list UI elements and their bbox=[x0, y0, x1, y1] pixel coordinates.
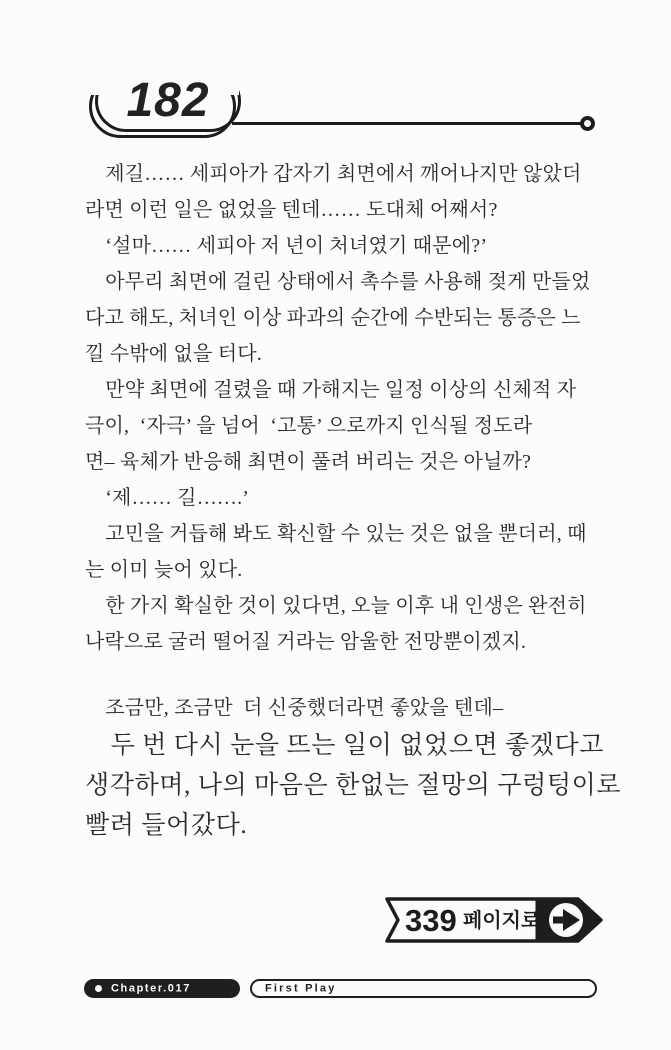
text-line: 는 이미 늦어 있다. bbox=[85, 559, 243, 581]
text-line: 라면 이런 일은 없었을 텐데…… 도대체 어째서? bbox=[85, 199, 498, 221]
ring-icon bbox=[580, 116, 595, 131]
page-number-badge bbox=[95, 70, 241, 132]
play-badge bbox=[250, 979, 597, 998]
text-line: ‘제…… 길…….’ bbox=[85, 487, 250, 509]
text-line: ‘설마…… 세피아 저 년이 처녀였기 때문에?’ bbox=[85, 235, 488, 257]
text-line: 다고 해도, 처녀인 이상 파과의 순간에 수반되는 통증은 느 bbox=[85, 307, 581, 329]
goto-page-sign-graphic bbox=[384, 896, 604, 944]
text-line: 나락으로 굴러 떨어질 거라는 암울한 전망뿐이겠지. bbox=[85, 631, 527, 653]
text-line: 고민을 거듭해 봐도 확신할 수 있는 것은 없을 뿐더러, 때 bbox=[85, 523, 587, 545]
header-rule bbox=[232, 122, 584, 125]
chapter-label: Chapter.017 bbox=[111, 982, 191, 994]
text-line: 낄 수밖에 없을 터다. bbox=[85, 343, 262, 365]
text-line: 면– 육체가 반응해 최면이 풀려 버리는 것은 아닐까? bbox=[85, 451, 532, 473]
chapter-badge bbox=[84, 979, 240, 998]
page-number: 182 bbox=[126, 73, 210, 127]
goto-page-label: 페이지로 bbox=[463, 910, 541, 932]
play-label: First Play bbox=[265, 982, 337, 994]
text-line: 제길…… 세피아가 갑자기 최면에서 깨어나지만 않았더 bbox=[85, 163, 582, 185]
goto-page-sign[interactable] bbox=[384, 896, 604, 944]
text-line: 만약 최면에 걸렸을 때 가해지는 일정 이상의 신체적 자 bbox=[85, 379, 577, 401]
body-text bbox=[85, 156, 645, 846]
goto-page-number: 339 bbox=[405, 903, 457, 938]
text-line: 생각하며, 나의 마음은 한없는 절망의 구렁텅이로 bbox=[85, 772, 622, 799]
text-line: 두 번 다시 눈을 뜨는 일이 없었으면 좋겠다고 bbox=[85, 732, 605, 759]
text-line: 아무리 최면에 걸린 상태에서 촉수를 사용해 젖게 만들었 bbox=[85, 271, 591, 293]
text-line: 한 가지 확실한 것이 있다면, 오늘 이후 내 인생은 완전히 bbox=[85, 595, 587, 617]
text-line bbox=[85, 660, 645, 690]
text-line: 극이, ‘자극’ 을 넘어 ‘고통’ 으로까지 인식될 정도라 bbox=[85, 415, 533, 437]
bullet-dot-icon bbox=[95, 985, 102, 992]
text-line: 조금만, 조금만 더 신중했더라면 좋았을 텐데– bbox=[85, 697, 504, 719]
text-line: 빨려 들어갔다. bbox=[85, 812, 248, 839]
